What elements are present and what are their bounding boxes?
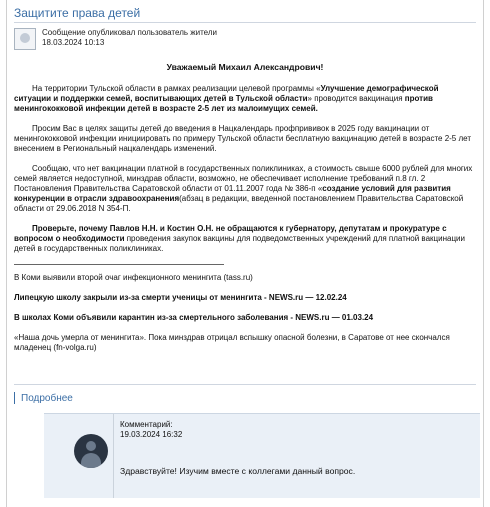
more-label[interactable]: Подробнее bbox=[21, 392, 73, 404]
news-4: «Наша дочь умерла от менингита». Пока минздрав отрицал вспышку опасной болезни, в Саратове от нее скончался младенец (fn-volga.ru) bbox=[14, 333, 450, 352]
p3-c: (абзац в редакции, введенной постановлением Правительства Саратовской области от 29.06.2018 N 354-П. bbox=[14, 194, 464, 213]
paragraph-1 bbox=[14, 84, 476, 114]
separator-line bbox=[14, 264, 224, 265]
p3-b: создание условий для развития конкуренции в отрасли здравоохранения bbox=[14, 184, 451, 203]
post-content bbox=[14, 62, 476, 363]
p4-b: проведения закупок вакцины для подведомственных учреждений для платной вакцинации детей в государственных поликлиниках. bbox=[14, 234, 465, 253]
post-title-link[interactable]: Защитите права детей bbox=[14, 6, 141, 20]
p1-d: против менингококковой инфекции детей в возрасте 2-5 лет из малоимущих семей. bbox=[14, 94, 433, 113]
avatar-icon bbox=[74, 434, 108, 468]
post-author-line: Сообщение опубликовал пользователь жители bbox=[42, 28, 217, 37]
p3-a: Сообщаю, что нет вакцинации платной в государственных поликлиниках, а стоимость свыше 6000 рублей для многих семей является недоступной, минздрав области, возможно, не обеспечивает исполнение требований п.8 гл. 2 Постановления Правительства Саратовской области от 01.11.2007 года № 386-п « bbox=[14, 164, 473, 193]
paragraph-4 bbox=[14, 224, 476, 254]
comment-box bbox=[44, 413, 480, 498]
p4-a: Проверьте, почему Павлов Н.Н. и Костин О.Н. не обращаются к губернатору, депутатам и прокуратуре с вопросом о необходимости bbox=[14, 224, 447, 243]
post-meta bbox=[14, 28, 217, 50]
content-divider bbox=[14, 384, 476, 385]
news-1: В Коми выявили второй очаг инфекционного менингита (tass.ru) bbox=[14, 273, 253, 282]
comment-text: Здравствуйте! Изучим вместе с коллегами данный вопрос. bbox=[120, 466, 356, 476]
more-bar bbox=[14, 392, 15, 404]
comment-date: 19.03.2024 16:32 bbox=[120, 430, 183, 439]
p1-c: » проводится вакцинация bbox=[307, 94, 405, 103]
post-date: 18.03.2024 10:13 bbox=[42, 38, 105, 47]
post-meta-text bbox=[42, 28, 217, 50]
comment-meta bbox=[120, 420, 182, 440]
comment-label: Комментарий: bbox=[120, 420, 173, 429]
paragraph-3 bbox=[14, 164, 476, 214]
paragraph-2: Просим Вас в целях защиты детей до введения в Нацкалендарь профпрививок в 2025 году вакцинации от менингококковой инфекции инициировать по примеру Тульской области бесплатную вакцинацию детей в возрасте 2-5 лет внесением в Региональный нацкалендарь изменений. bbox=[14, 124, 471, 153]
title-divider bbox=[14, 22, 476, 23]
p1-a: На территории Тульской области в рамках реализации целевой программы « bbox=[32, 84, 321, 93]
more-link[interactable] bbox=[14, 392, 73, 404]
user-icon bbox=[14, 28, 36, 50]
p1-b: Улучшение демографической ситуации и поддержки семей, воспитывающих детей в Тульской области bbox=[14, 84, 439, 103]
greeting: Уважаемый Михаил Александрович! bbox=[166, 62, 324, 72]
news-3: В школах Коми объявили карантин из-за смертельного заболевания - NEWS.ru — 01.03.24 bbox=[14, 313, 374, 322]
comment-divider bbox=[113, 414, 114, 498]
news-2: Липецкую школу закрыли из-за смерти ученицы от менингита - NEWS.ru — 12.02.24 bbox=[14, 293, 347, 302]
